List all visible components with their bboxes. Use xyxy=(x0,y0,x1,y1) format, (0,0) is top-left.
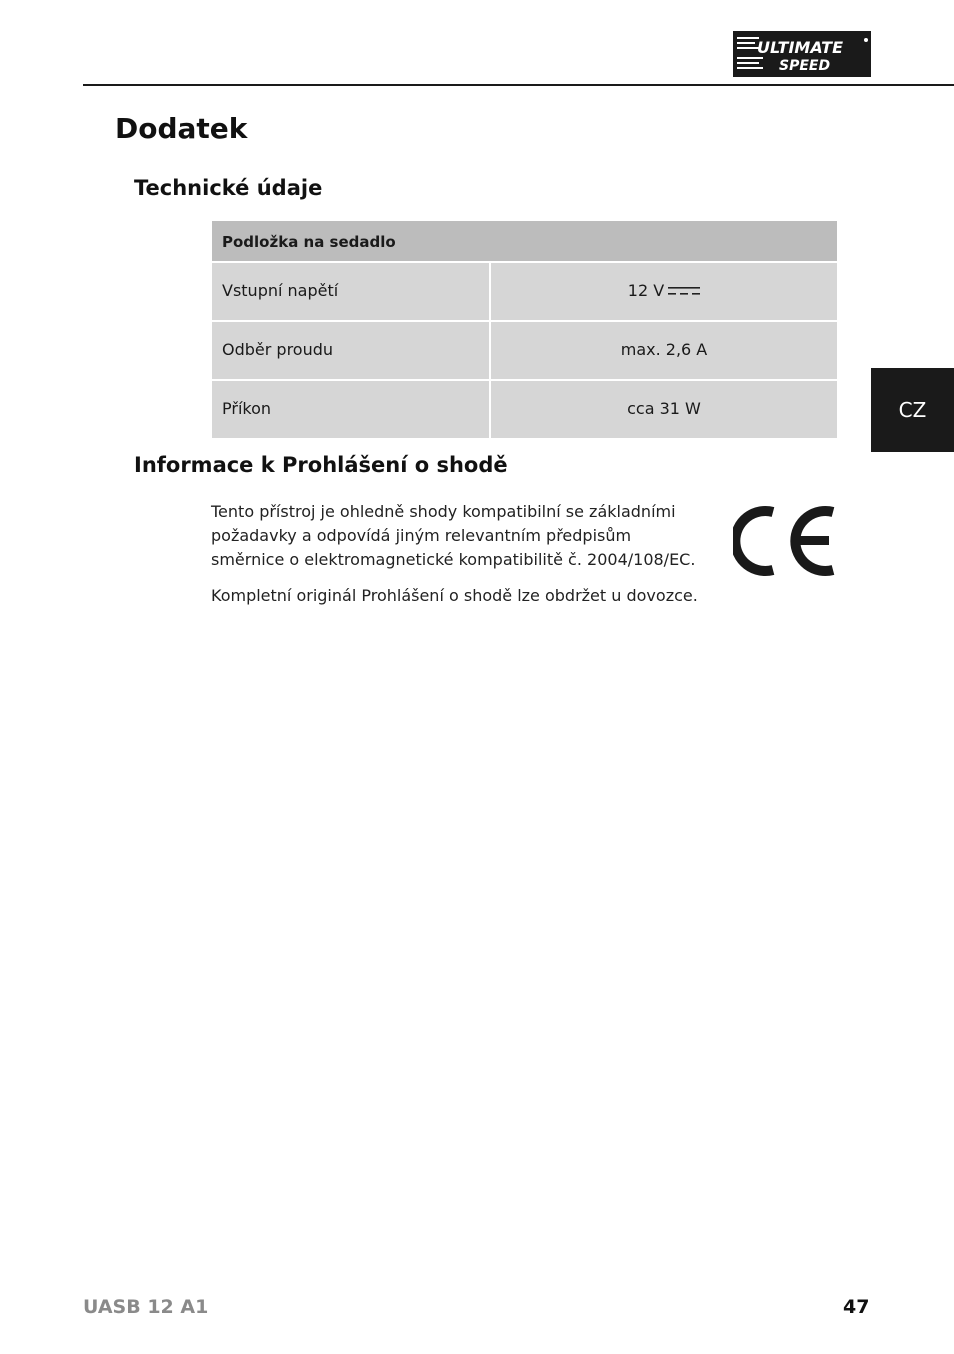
dc-symbol-icon xyxy=(668,286,700,296)
info-paragraph: Tento přístroj je ohledně shody kompatibilní se základními požadavky a odpovídá jiným relevantním předpisům směrnice o elektromagnetické kompatibilitě č. 2004/108/EC. xyxy=(211,502,696,569)
brand-line1: ULTIMATE xyxy=(757,38,844,57)
section-heading-info: Informace k Prohlášení o shodě xyxy=(134,453,508,477)
table-row xyxy=(212,379,837,438)
table-row xyxy=(212,261,837,320)
row-value: cca 31 W xyxy=(489,381,837,438)
ultimate-speed-logo xyxy=(733,31,871,77)
header-rule xyxy=(83,84,954,86)
voltage-value: 12 V xyxy=(627,281,665,300)
row-label: Odběr proudu xyxy=(212,322,489,379)
row-value: max. 2,6 A xyxy=(489,322,837,379)
specs-table xyxy=(212,221,837,438)
page-title: Dodatek xyxy=(115,112,248,145)
table-header: Podložka na sedadlo xyxy=(212,221,837,261)
language-tab: CZ xyxy=(871,368,954,452)
footer-model: UASB 12 A1 xyxy=(83,1296,209,1318)
section-heading-tech: Technické údaje xyxy=(134,176,323,200)
brand-line2: SPEED xyxy=(779,58,831,74)
row-label: Vstupní napětí xyxy=(212,263,489,320)
page-number: 47 xyxy=(843,1296,870,1318)
table-row xyxy=(212,320,837,379)
ce-mark-icon xyxy=(733,504,837,578)
row-value xyxy=(489,263,837,320)
row-label: Příkon xyxy=(212,381,489,438)
info-paragraph: Kompletní originál Prohlášení o shodě lze obdržet u dovozce. xyxy=(211,586,698,605)
